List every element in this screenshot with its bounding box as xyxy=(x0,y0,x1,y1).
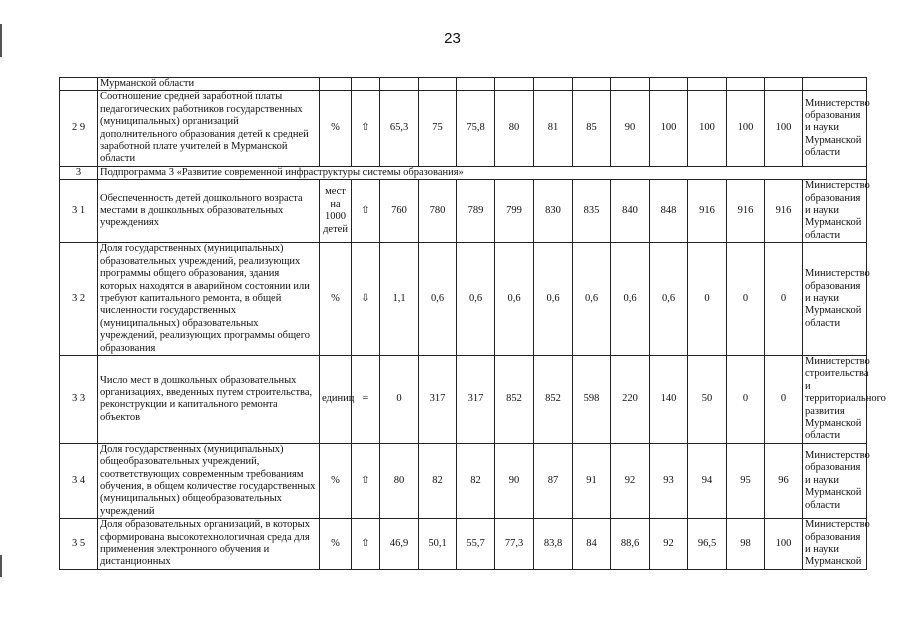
cell-indicator: Соотношение средней заработной платы педагогических работников государственных (муниципальных) организаций дополнительного образования детей к средней заработной плате учителей в Мурманской области xyxy=(98,91,320,166)
cell-value: 94 xyxy=(688,443,727,518)
trend-up-icon: ⇧ xyxy=(352,443,380,518)
cell-value: 75 xyxy=(419,91,457,166)
cell-value: 0 xyxy=(688,243,727,356)
cell-value: 317 xyxy=(419,355,457,443)
cell-value: 780 xyxy=(419,180,457,243)
cell-value: 80 xyxy=(495,91,534,166)
cell-value: 85 xyxy=(573,91,611,166)
cell-value: 96,5 xyxy=(688,519,727,570)
cell-value: 916 xyxy=(727,180,765,243)
cell-value: 75,8 xyxy=(457,91,495,166)
cell-value: 760 xyxy=(380,180,419,243)
cell-value: 848 xyxy=(650,180,688,243)
subprogram-title: Подпрограмма 3 «Развитие современной инфраструктуры системы образования» xyxy=(98,166,867,179)
cell-value: 83,8 xyxy=(534,519,573,570)
cell-value: 916 xyxy=(688,180,727,243)
cell-value: 80 xyxy=(380,443,419,518)
cell-value: 140 xyxy=(650,355,688,443)
cell-value: 46,9 xyxy=(380,519,419,570)
cell-value: 81 xyxy=(534,91,573,166)
table-row-continuation xyxy=(60,78,867,91)
cell-value: 0 xyxy=(765,355,803,443)
cell-num: 3 2 xyxy=(60,243,98,356)
cell-value: 82 xyxy=(457,443,495,518)
cell-value: 0 xyxy=(727,355,765,443)
cell-value: 0 xyxy=(727,243,765,356)
cell-value: 1,1 xyxy=(380,243,419,356)
cell-value: 55,7 xyxy=(457,519,495,570)
cell-num: 2 9 xyxy=(60,91,98,166)
cell-value: 84 xyxy=(573,519,611,570)
indicators-table xyxy=(59,77,886,570)
cell-num: 3 5 xyxy=(60,519,98,570)
cell-responsible: Министерство строительства и территориального развития Мурманской области xyxy=(803,355,867,443)
subprogram-row xyxy=(60,166,867,179)
cell-num: 3 3 xyxy=(60,355,98,443)
cell-value: 88,6 xyxy=(611,519,650,570)
cell-responsible: Министерство образования и науки Мурманской области xyxy=(803,180,867,243)
cell-num: 3 4 xyxy=(60,443,98,518)
table-row xyxy=(60,180,867,243)
cell-value: 852 xyxy=(534,355,573,443)
cell-value: 100 xyxy=(727,91,765,166)
cell-value: 220 xyxy=(611,355,650,443)
cell-value: 317 xyxy=(457,355,495,443)
cell-indicator: Доля государственных (муниципальных) общеобразовательных учреждений, соответствующих современным требованиям обучения, в общем количестве государственных (муниципальных) общеобразовательных учреждений xyxy=(98,443,320,518)
cell-value: 830 xyxy=(534,180,573,243)
cell-value: 835 xyxy=(573,180,611,243)
cell-num: 3 xyxy=(60,166,98,179)
table-row xyxy=(60,519,867,570)
cell-indicator: Число мест в дошкольных образовательных организациях, введенных путем строительства, реконструкции и капитального ремонта объектов xyxy=(98,355,320,443)
trend-down-icon: ⇩ xyxy=(352,243,380,356)
cell-value: 77,3 xyxy=(495,519,534,570)
cell-value: 90 xyxy=(495,443,534,518)
cell-unit: единиц xyxy=(320,355,352,443)
cell-value: 50,1 xyxy=(419,519,457,570)
cell-num xyxy=(60,78,98,91)
trend-up-icon: ⇧ xyxy=(352,91,380,166)
cell-value: 0 xyxy=(765,243,803,356)
cell-unit: % xyxy=(320,519,352,570)
cell-value: 96 xyxy=(765,443,803,518)
cell-value: 0,6 xyxy=(611,243,650,356)
cell-responsible: Министерство образования и науки Мурманской области xyxy=(803,243,867,356)
cell-value: 0,6 xyxy=(573,243,611,356)
cell-value: 82 xyxy=(419,443,457,518)
cell-value: 0,6 xyxy=(419,243,457,356)
cell-value: 916 xyxy=(765,180,803,243)
cell-value: 0,6 xyxy=(650,243,688,356)
table-row xyxy=(60,91,867,166)
cell-value: 0,6 xyxy=(457,243,495,356)
cell-unit: % xyxy=(320,91,352,166)
cell-value: 598 xyxy=(573,355,611,443)
cell-indicator: Доля государственных (муниципальных) образовательных учреждений, реализующих программы общего образования, здания которых находятся в аварийном состоянии или требуют капитального ремонта, в общей численности государственных (муниципальных) образовательных учреждений, реализующих программы общего образования xyxy=(98,243,320,356)
cell-value: 87 xyxy=(534,443,573,518)
table-row xyxy=(60,443,867,518)
cell-value: 90 xyxy=(611,91,650,166)
cell-responsible: Министерство образования и науки Мурманской xyxy=(803,519,867,570)
cell-value: 100 xyxy=(765,91,803,166)
cell-indicator: Доля образовательных организаций, в которых сформирована высокотехнологичная среда для применения электронного обучения и дистанционных xyxy=(98,519,320,570)
cell-value: 98 xyxy=(727,519,765,570)
trend-equal-icon: = xyxy=(352,355,380,443)
cell-indicator: Обеспеченность детей дошкольного возраста местами в дошкольных образовательных учреждениях xyxy=(98,180,320,243)
cell-value: 50 xyxy=(688,355,727,443)
trend-up-icon: ⇧ xyxy=(352,519,380,570)
cell-value: 93 xyxy=(650,443,688,518)
trend-up-icon: ⇧ xyxy=(352,180,380,243)
cell-value: 789 xyxy=(457,180,495,243)
cell-value: 91 xyxy=(573,443,611,518)
cell-value: 65,3 xyxy=(380,91,419,166)
cell-value: 100 xyxy=(688,91,727,166)
cell-value: 0,6 xyxy=(495,243,534,356)
cell-value: 100 xyxy=(650,91,688,166)
cell-unit: % xyxy=(320,443,352,518)
cell-value: 0 xyxy=(380,355,419,443)
cell-value: 100 xyxy=(765,519,803,570)
table-row xyxy=(60,243,867,356)
cell-value: 799 xyxy=(495,180,534,243)
page-edge-mark-bottom xyxy=(0,555,2,577)
cell-value: 840 xyxy=(611,180,650,243)
cell-value: 95 xyxy=(727,443,765,518)
cell-value: 852 xyxy=(495,355,534,443)
page-edge-mark-top xyxy=(0,24,2,57)
cell-num: 3 1 xyxy=(60,180,98,243)
cell-value: 92 xyxy=(650,519,688,570)
page-number: 23 xyxy=(444,30,461,47)
table-row xyxy=(60,355,867,443)
cell-unit: % xyxy=(320,243,352,356)
cell-responsible: Министерство образования и науки Мурманской области xyxy=(803,443,867,518)
cell-value: 0,6 xyxy=(534,243,573,356)
cell-unit: мест на 1000 детей xyxy=(320,180,352,243)
cell-indicator: Мурманской области xyxy=(98,78,320,91)
cell-value: 92 xyxy=(611,443,650,518)
cell-responsible: Министерство образования и науки Мурманской области xyxy=(803,91,867,166)
